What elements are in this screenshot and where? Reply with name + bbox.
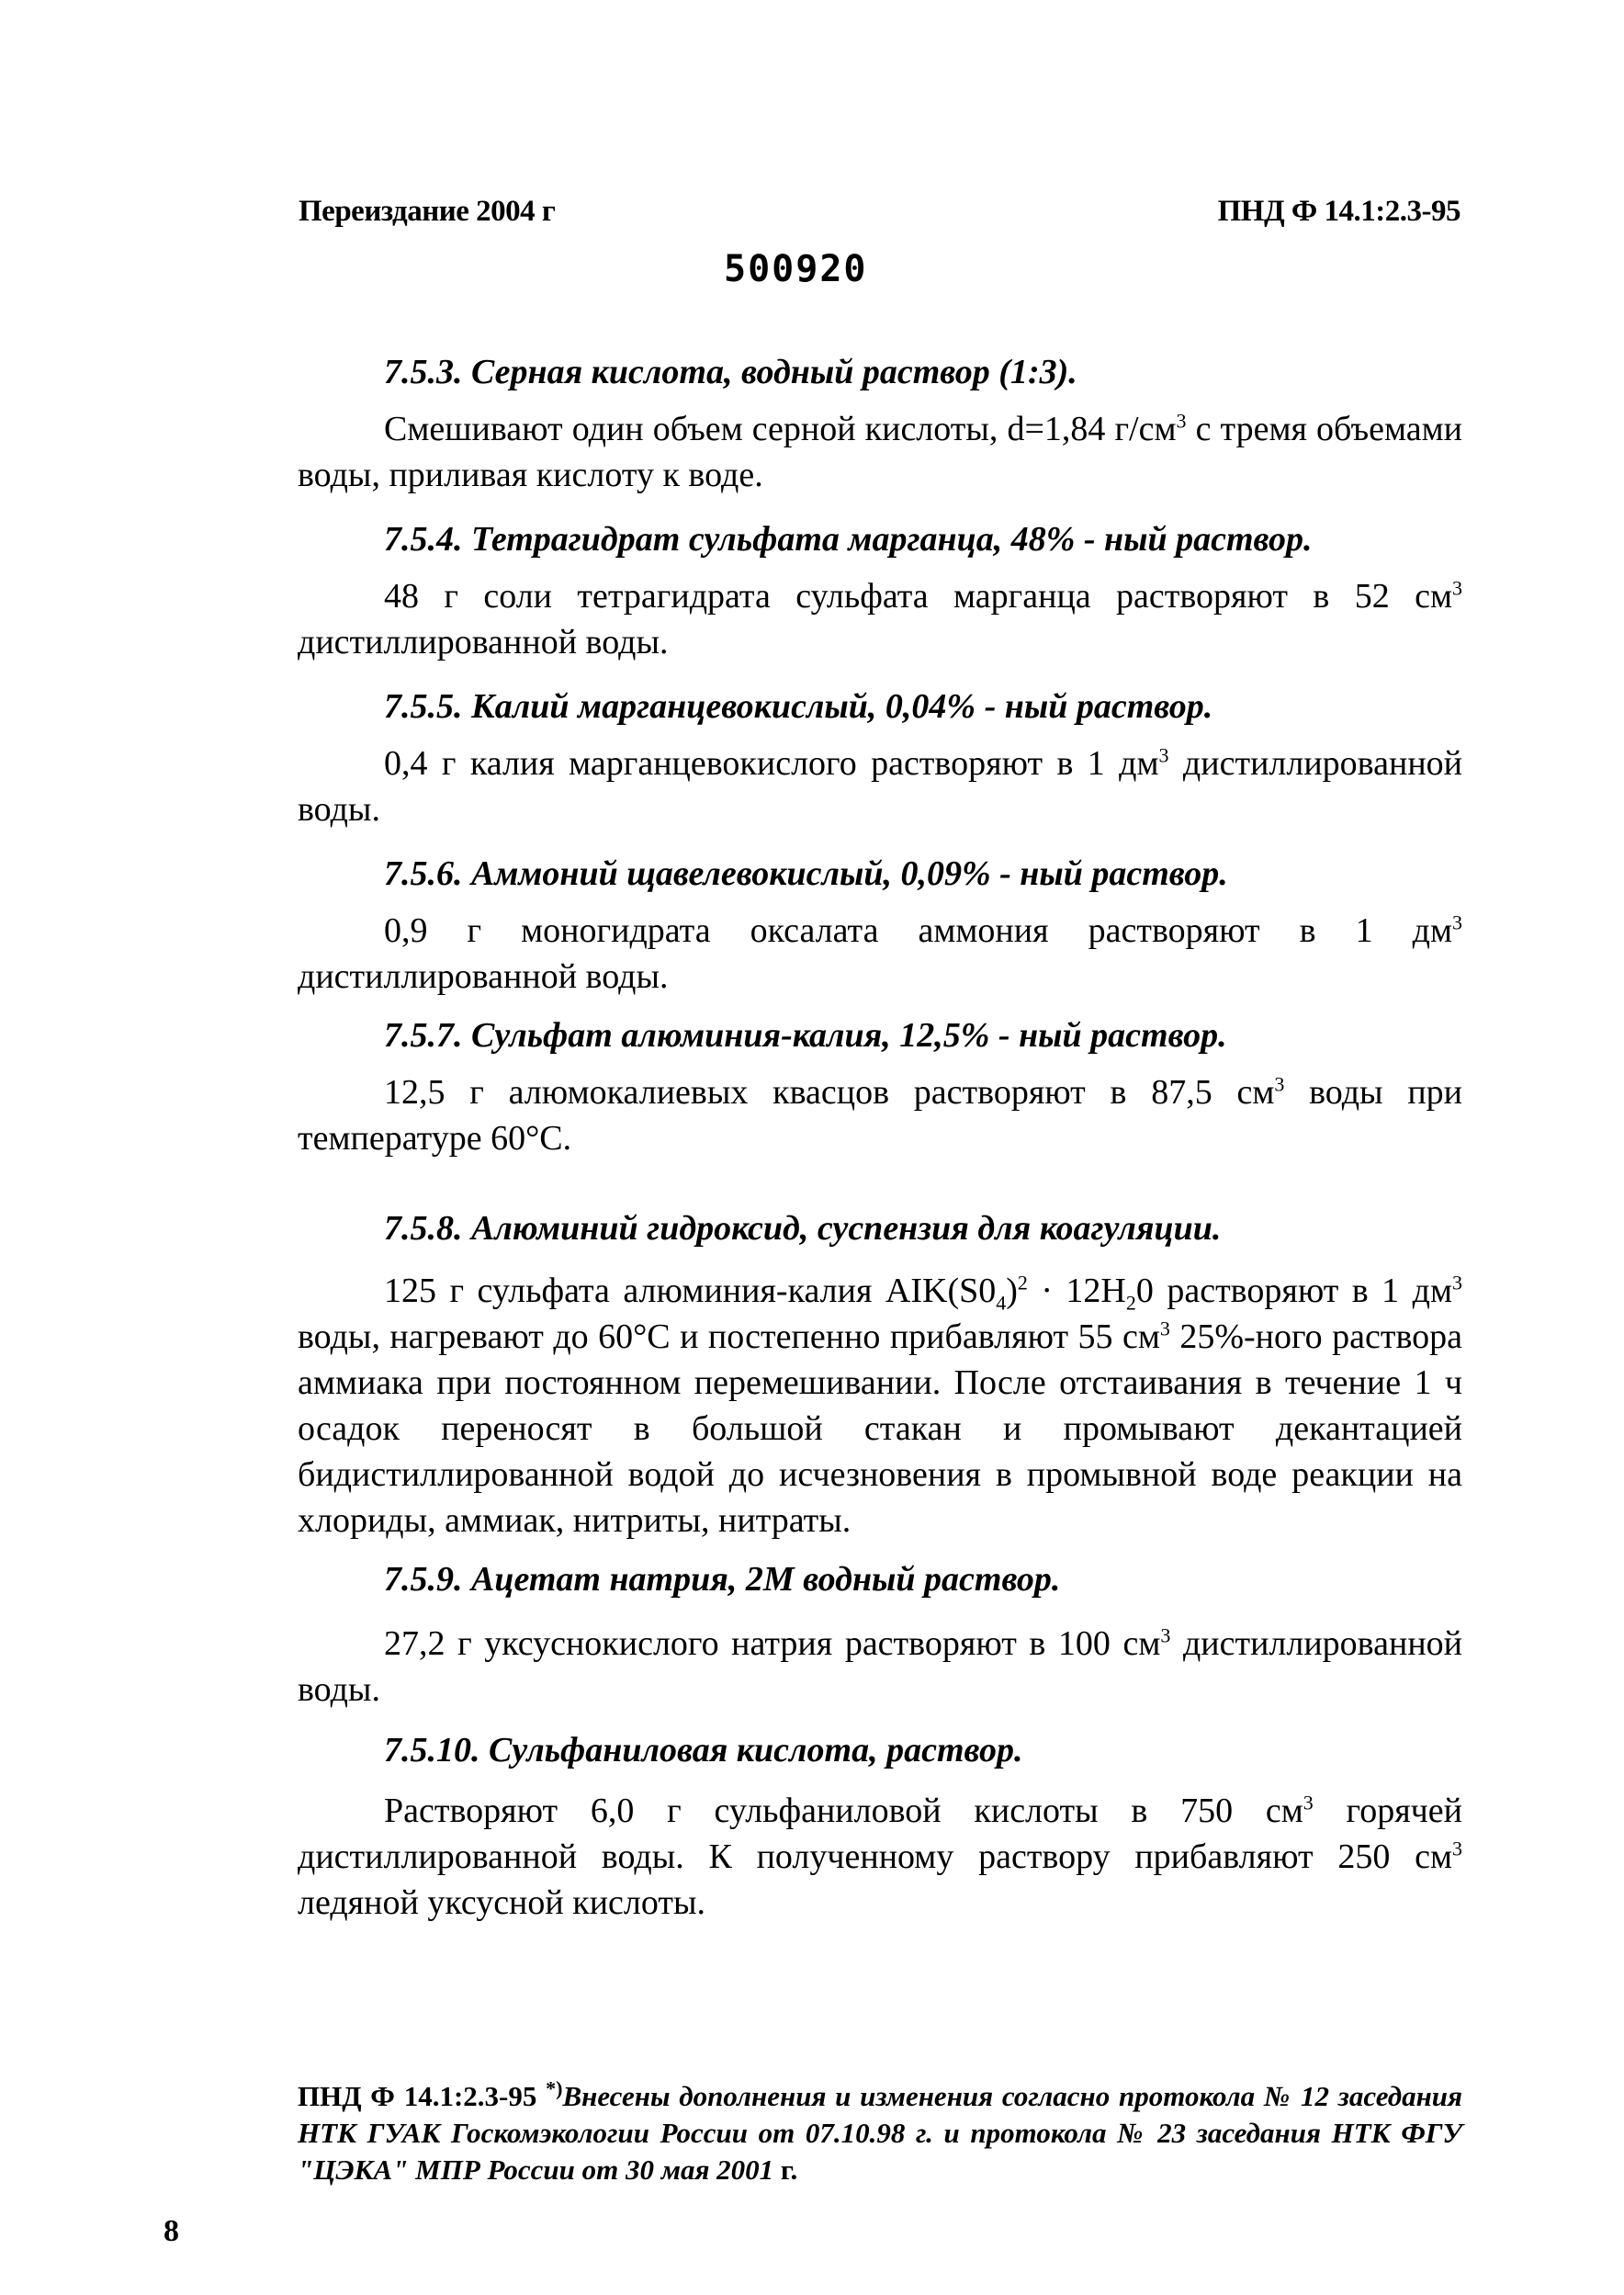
section-title: 7.5.8. Алюминий гидроксид, суспензия для коагуляции. [384,1209,1222,1248]
section-paragraph [298,908,1462,1000]
superscript: 3 [1158,743,1169,767]
paragraph-text: 0,4 г калия марганцевокислого растворяют в 1 дм [384,744,1159,783]
document-body [298,349,1462,1926]
section-7-5-7 [298,1012,1462,1161]
paragraph-text: Смешивают один объем серной кислоты, d=1,84 г/см [384,410,1177,448]
footnote-marker: *) [546,2076,563,2100]
superscript: 3 [1159,1317,1170,1340]
paragraph-text: дистиллированной воды. [298,957,669,996]
superscript: 3 [1452,1271,1462,1294]
section-title: 7.5.7. Сульфат алюминия-калия, 12,5% - ный раствор. [384,1016,1227,1055]
section-title: 7.5.9. Ацетат натрия, 2М водный раствор. [384,1560,1061,1599]
paragraph-text: · 12H [1027,1272,1126,1310]
paragraph-text: с тремя объемами воды, приливая кислоту к воде. [298,410,1462,494]
section-paragraph [298,1621,1462,1713]
paragraph-text: 125 г сульфата алюминия-калия AIK(S0 [384,1272,997,1310]
paragraph-text: воды, нагревают до 60°С и постепенно прибавляют 55 см [298,1317,1160,1356]
subscript: 4 [996,1291,1007,1315]
section-paragraph [298,741,1462,832]
paragraph-text: горячей дистиллированной воды. К полученному раствору прибавляют 250 см [298,1792,1462,1876]
paragraph-text: 0 растворяют в 1 дм [1135,1272,1452,1310]
section-title: 7.5.4. Тетрагидрат сульфата марганца, 48% - ный раствор. [384,520,1313,559]
superscript: 2 [1017,1271,1028,1294]
paragraph-text: Растворяют 6,0 г сульфаниловой кислоты в 750 см [384,1792,1303,1830]
section-7-5-5 [298,684,1462,832]
page-number: 8 [164,2214,179,2248]
section-paragraph [298,406,1462,498]
section-paragraph [298,1069,1462,1161]
paragraph-text: 12,5 г алюмокалиевых квасцов растворяют в 87,5 см [384,1073,1275,1112]
section-title: 7.5.3. Серная кислота, водный раствор (1:3). [384,353,1077,391]
superscript: 3 [1160,1623,1171,1647]
section-7-5-3 [298,349,1462,498]
section-7-5-10 [298,1727,1462,1926]
superscript: 3 [1452,576,1462,600]
section-7-5-9 [298,1556,1462,1713]
superscript: 3 [1176,409,1187,433]
paragraph-text: 27,2 г уксуснокислого натрия растворяют в 100 см [384,1624,1161,1663]
section-title: 7.5.10. Сульфаниловая кислота, раствор. [384,1731,1023,1769]
superscript: 3 [1452,910,1462,934]
superscript: 3 [1452,1837,1462,1860]
superscript: 3 [1303,1791,1314,1815]
paragraph-text: ледяной уксусной кислоты. [298,1883,705,1922]
inventory-stamp-number: 500920 [724,248,868,290]
footnote-doc-ref: ПНД Ф 14.1:2.3-95 [298,2080,537,2112]
paragraph-text: дистиллированной воды. [298,744,1462,829]
footnote [298,2078,1462,2188]
section-paragraph [298,573,1462,665]
footnote-end: г. [773,2154,798,2186]
header-document-code: ПНД Ф 14.1:2.3-95 [1217,195,1460,228]
section-7-5-6 [298,851,1462,1000]
footnote-text: Внесены дополнения и изменения согласно протокола № 12 заседания НТК ГУАК Госкомэкологии России от 07.10.98 г. и протокола № 23 заседания НТК ФГУ "ЦЭКА" МПР России от 30 мая 2001 [298,2080,1463,2186]
header-reissue-note: Переиздание 2004 г [299,195,556,228]
section-title: 7.5.6. Аммоний щавелевокислый, 0,09% - ный раствор. [384,854,1228,893]
paragraph-text: дистиллированной воды. [298,1624,1462,1709]
section-7-5-4 [298,516,1462,665]
section-7-5-8 [298,1205,1462,1543]
paragraph-text: 25%-ного раствора аммиака при постоянном перемешивании. После отстаивания в течение 1 ч осадок переносят в большой стакан и промывают декантацией бидистиллированной водой до исчезновения в промывной воде реакции на хлориды, аммиак, нитриты, нитраты. [298,1317,1463,1540]
paragraph-text: ) [1006,1272,1018,1310]
paragraph-text: воды при температуре 60°С. [298,1073,1462,1158]
superscript: 3 [1274,1072,1285,1096]
paragraph-text: дистиллированной воды. [298,623,669,661]
paragraph-text: 0,9 г моногидрата оксалата аммония растворяют в 1 дм [384,911,1452,950]
subscript: 2 [1125,1291,1136,1315]
section-title: 7.5.5. Калий марганцевокислый, 0,04% - ный раствор. [384,687,1213,726]
section-paragraph [298,1268,1462,1543]
section-paragraph [298,1788,1462,1926]
paragraph-text: 48 г соли тетрагидрата сульфата марганца растворяют в 52 см [384,577,1452,616]
